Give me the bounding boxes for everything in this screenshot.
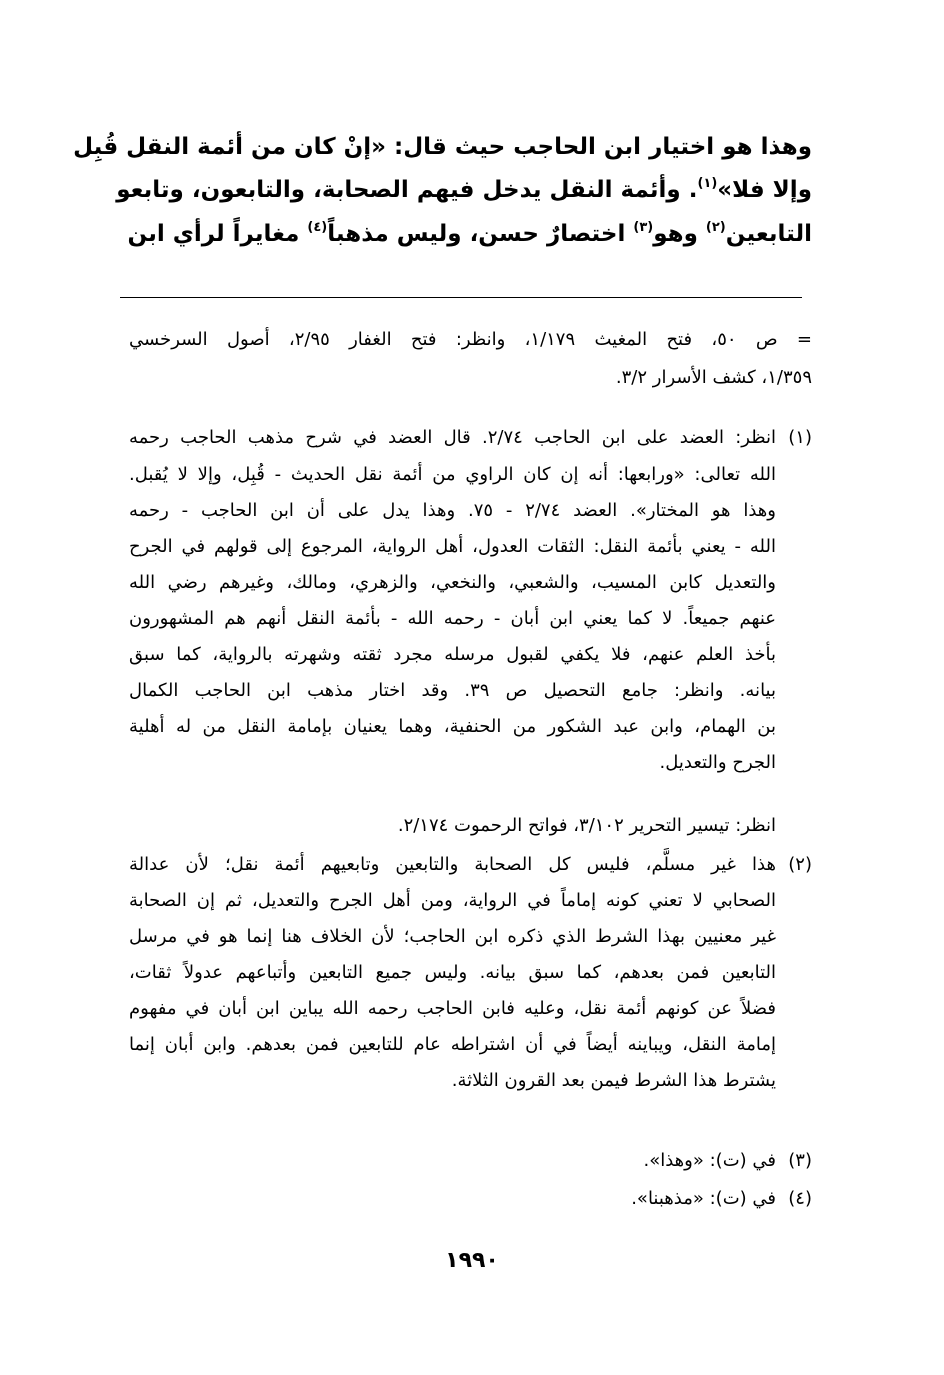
footnote-line: هذا غير مسلَّم، فليس كل الصحابة والتابعين وتابعيهم أئمة نقل؛ لأن عدالة bbox=[129, 854, 776, 875]
footnote-line: بيانه. وانظر: جامع التحصيل ص ٣٩. وقد اختار مذهب ابن الحاجب الكمال bbox=[129, 680, 776, 701]
text-segment: وإلا فلا» bbox=[717, 177, 812, 203]
footnote-line: غير معنيين بهذا الشرط الذي ذكره ابن الحاجب؛ لأن الخلاف هنا إنما هو في مرسل bbox=[129, 926, 776, 947]
footnote-ref[interactable]: (١) bbox=[697, 176, 718, 191]
text-segment: اختصارٌ حسن، وليس مذهباً bbox=[327, 221, 634, 247]
footnote-line: في (ت): «وهذا». bbox=[643, 1150, 776, 1171]
text-segment: وهو bbox=[653, 221, 706, 247]
footnote-line: في (ت): «مذهبنا». bbox=[631, 1188, 776, 1209]
footnote-number: (٣) bbox=[788, 1150, 812, 1171]
footnote-line: ١/٣٥٩، كشف الأسرار ٣/٢. bbox=[615, 367, 812, 388]
footnote-line: التابعين فمن بعدهم، كما سبق بيانه. وليس جميع التابعين وأتباعهم عدولاً ثقات، bbox=[129, 962, 776, 983]
footnote-line: فضلاً عن كونهم أئمة نقل، وعليه فابن الحاجب رحمه الله يباين ابن أبان في مفهوم bbox=[129, 998, 776, 1019]
text-segment: التابعين bbox=[725, 221, 812, 247]
footnote-line: بن الهمام، وابن عبد الشكور من الحنفية، وهما يعنيان بإمامة النقل من له أهلية bbox=[129, 716, 776, 737]
page-number: ١٩٩٠ bbox=[445, 1248, 499, 1273]
text-segment: مغايراً لرأي ابن bbox=[127, 221, 308, 247]
main-line: وهذا هو اختيار ابن الحاجب حيث قال: «إنْ كان من أئمة النقل قُبِل bbox=[73, 134, 812, 160]
footnote-line: = ص ٥٠، فتح المغيث ١/١٧٩، وانظر: فتح الغفار ٢/٩٥، أصول السرخسي bbox=[129, 329, 812, 350]
footnote-line: الصحابي لا تعني كونه إماماً في الرواية، ومن أهل الجرح والتعديل، ثم إن الصحابة bbox=[129, 890, 776, 911]
footnote-divider bbox=[120, 297, 802, 298]
main-line bbox=[116, 173, 812, 207]
footnote-ref[interactable]: (٤) bbox=[307, 220, 328, 235]
footnote-number: (٢) bbox=[788, 854, 812, 875]
footnote-line: الجرح والتعديل. bbox=[659, 752, 776, 773]
footnote-line: الله - يعني بأئمة النقل: الثقات العدول، أهل الرواية، المرجوع إلى قولهم في الجرح bbox=[129, 536, 776, 557]
footnote-line: بأخذ العلم عنهم، فلا يكفي لقبول مرسله مجرد ثقته وشهرته بالرواية، كما سبق bbox=[129, 644, 776, 665]
footnote-ref[interactable]: (٢) bbox=[705, 220, 726, 235]
footnote-line: وهذا هو المختار». العضد ٢/٧٤ - ٧٥. وهذا يدل على أن ابن الحاجب - رحمه bbox=[129, 500, 776, 521]
footnote-line: الله تعالى: «ورابعها: أنه إن كان الراوي من أئمة نقل الحديث - قُبِل، وإلا لا يُقبل. bbox=[129, 464, 776, 485]
main-line bbox=[129, 217, 812, 251]
footnote-line: انظر: تيسير التحرير ٣/١٠٢، فواتح الرحموت ٢/١٧٤. bbox=[397, 815, 776, 836]
footnote-line: عنهم جميعاً. لا كما يعني ابن أبان - رحمه الله - بأئمة النقل أنهم هم المشهورون bbox=[129, 608, 776, 629]
footnote-line: انظر: العضد على ابن الحاجب ٢/٧٤. قال العضد في شرح مذهب الحاجب رحمه bbox=[129, 427, 776, 448]
footnote-number: (٤) bbox=[788, 1188, 812, 1209]
footnote-line: إمامة النقل، ويباينه أيضاً في أن اشتراطه عام للتابعين فمن بعدهم. وابن أبان إنما bbox=[129, 1034, 776, 1055]
text-segment: . وأئمة النقل يدخل فيهم الصحابة، والتابعون، وتابعو bbox=[116, 177, 698, 203]
footnote-line: والتعديل كابن المسيب، والشعبي، والنخعي، والزهري، ومالك، وغيرهم رضي الله bbox=[129, 572, 776, 593]
footnote-line: يشترط هذا الشرط فيمن بعد القرون الثلاثة. bbox=[451, 1070, 776, 1091]
footnote-number: (١) bbox=[788, 427, 812, 448]
footnote-ref[interactable]: (٣) bbox=[633, 220, 654, 235]
